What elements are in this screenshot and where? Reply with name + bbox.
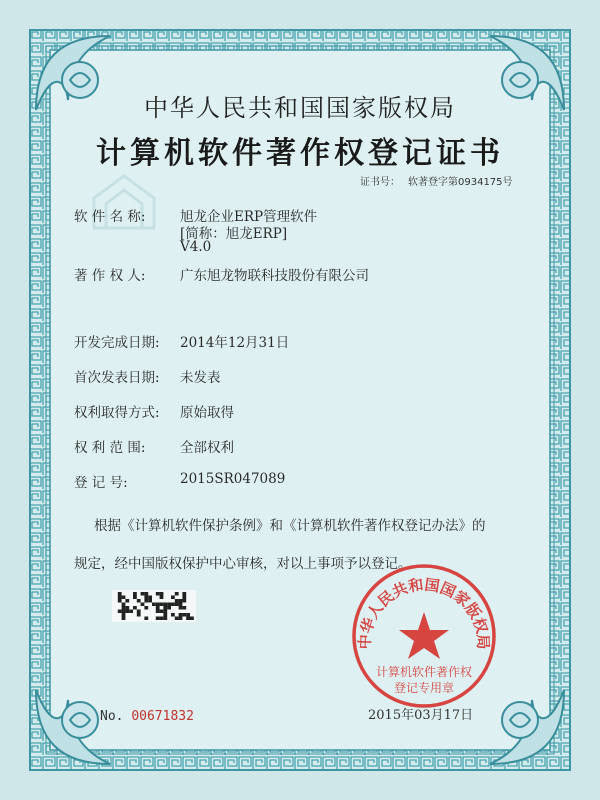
serial-number: [100, 709, 194, 724]
seal-line-2: 登记专用章: [393, 681, 455, 695]
completion-date-value: 2014年12月31日: [180, 335, 290, 351]
serial-prefix: No.: [100, 709, 124, 724]
field-software-name: [74, 205, 318, 225]
field-registration-number: [74, 471, 286, 491]
owner-value: 广东旭龙物联科技股份有限公司: [180, 268, 369, 284]
issue-date: 2015年03月17日: [368, 708, 474, 723]
field-completion-date: [74, 331, 290, 351]
field-first-publish: [74, 366, 221, 386]
acquisition-label: 权利取得方式:: [74, 405, 160, 421]
software-name-label: 软 件 名 称:: [74, 209, 146, 225]
certificate-number: [360, 173, 521, 188]
watermark-emblem: [84, 168, 164, 238]
body-text-line-2: 规定，经中国版权保护中心审核，对以上事项予以登记。: [74, 556, 412, 572]
acquisition-value: 原始取得: [180, 405, 234, 421]
seal-line-1: 计算机软件著作权: [375, 665, 473, 679]
registration-number-value: 2015SR047089: [180, 471, 286, 487]
field-scope: [74, 436, 234, 456]
software-name-value: 旭龙企业ERP管理软件: [180, 209, 318, 225]
official-seal: [348, 560, 500, 712]
scope-value: 全部权利: [180, 440, 234, 456]
first-publish-label: 首次发表日期:: [74, 370, 160, 386]
scope-label: 权 利 范 围:: [74, 440, 146, 456]
field-owner: [74, 264, 369, 284]
serial-value: 00671832: [131, 709, 194, 724]
first-publish-value: 未发表: [180, 370, 221, 386]
field-acquisition: [74, 401, 234, 421]
owner-label: 著 作 权 人:: [74, 268, 146, 284]
body-text-line-1: 根据《计算机软件保护条例》和《计算机软件著作权登记办法》的: [94, 518, 486, 534]
short-name-value: [简称：旭龙ERP]: [180, 226, 288, 242]
2d-barcode: [112, 590, 196, 622]
certificate-number-label: 证书号：: [360, 177, 400, 188]
issuer-title: 中华人民共和国国家版权局: [144, 94, 456, 122]
seal-ring-text: 中华人民共和国国家版权局: [355, 575, 493, 650]
registration-number-label: 登 记 号:: [74, 475, 128, 491]
completion-date-label: 开发完成日期:: [74, 335, 160, 351]
certificate-number-value: 软著登字第0934175号: [408, 177, 513, 188]
certificate-title: 计算机软件著作权登记证书: [96, 136, 504, 171]
version-value: V4.0: [180, 239, 212, 255]
